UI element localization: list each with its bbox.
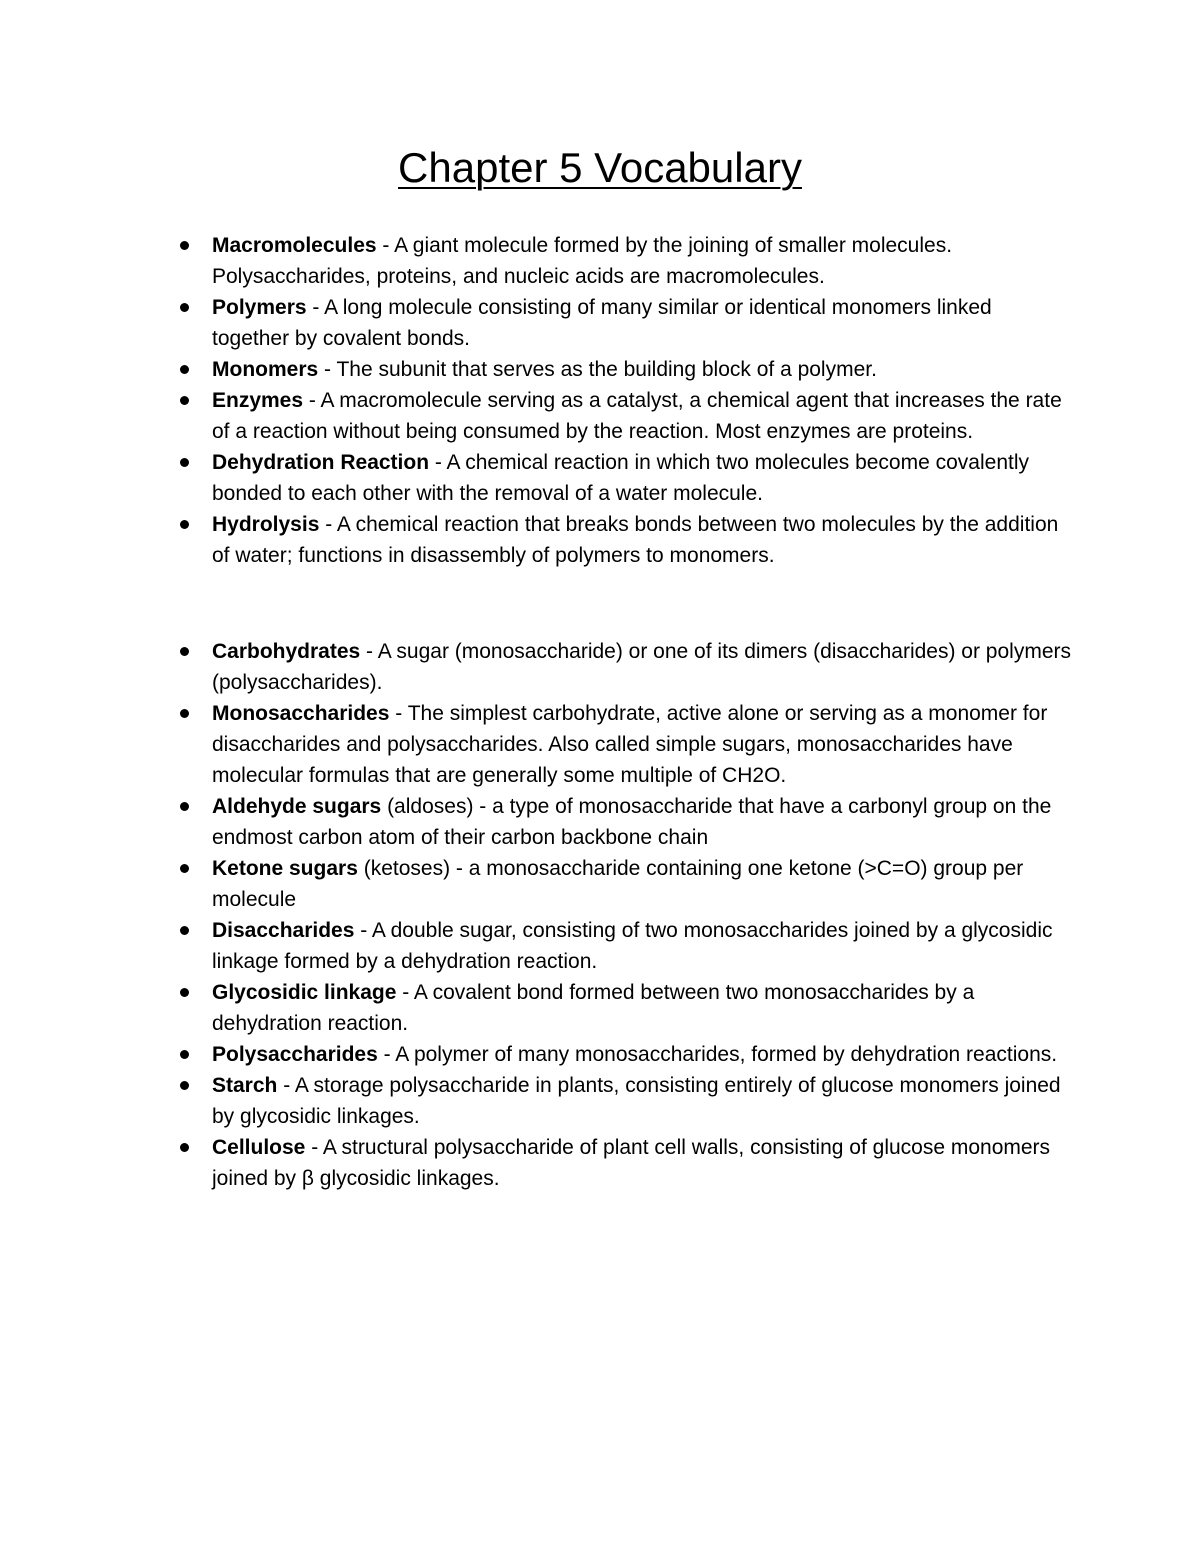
term: Monosaccharides xyxy=(212,702,390,725)
vocabulary-list-carbohydrates xyxy=(212,636,1072,1194)
term: Glycosidic linkage xyxy=(212,981,397,1004)
definition: - A long molecule consisting of many similar or identical monomers linked together by covalent bonds. xyxy=(212,296,992,350)
list-item xyxy=(212,354,1072,385)
definition: - A storage polysaccharide in plants, consisting entirely of glucose monomers joined by glycosidic linkages. xyxy=(212,1074,1061,1128)
list-item xyxy=(212,698,1072,791)
list-item xyxy=(212,1039,1072,1070)
list-item xyxy=(212,230,1072,292)
bullet-icon xyxy=(180,520,189,529)
bullet-icon xyxy=(180,396,189,405)
definition: - A sugar (monosaccharide) or one of its dimers (disaccharides) or polymers (polysaccharides). xyxy=(212,640,1071,694)
list-item xyxy=(212,447,1072,509)
list-item xyxy=(212,636,1072,698)
term: Cellulose xyxy=(212,1136,306,1159)
list-item xyxy=(212,853,1072,915)
term-qualifier: (aldoses) xyxy=(381,795,474,818)
bullet-icon xyxy=(180,1050,189,1059)
list-item xyxy=(212,791,1072,853)
definition: - A giant molecule formed by the joining of smaller molecules. Polysaccharides, proteins, and nucleic acids are macromolecules. xyxy=(212,234,953,288)
list-item xyxy=(212,292,1072,354)
term: Carbohydrates xyxy=(212,640,361,663)
definition: - The simplest carbohydrate, active alone or serving as a monomer for disaccharides and polysaccharides. Also called simple sugars, monosaccharides have molecular formulas that are generally some multiple of CH2O. xyxy=(212,702,1048,787)
bullet-icon xyxy=(180,926,189,935)
list-item xyxy=(212,977,1072,1039)
term: Disaccharides xyxy=(212,919,355,942)
bullet-icon xyxy=(180,1081,189,1090)
term-qualifier: (ketoses) xyxy=(357,857,451,880)
term: Enzymes xyxy=(212,389,304,412)
term: Polysaccharides xyxy=(212,1043,378,1066)
bullet-icon xyxy=(180,709,189,718)
bullet-icon xyxy=(180,241,189,250)
bullet-icon xyxy=(180,365,189,374)
definition: - A chemical reaction that breaks bonds between two molecules by the addition of water; functions in disassembly of polymers to monomers. xyxy=(212,513,1059,567)
term: Polymers xyxy=(212,296,307,319)
bullet-icon xyxy=(180,1143,189,1152)
definition: - a monosaccharide containing one ketone (>C=O) group per molecule xyxy=(212,857,1024,911)
definition: - A structural polysaccharide of plant cell walls, consisting of glucose monomers joined by β glycosidic linkages. xyxy=(212,1136,1051,1190)
list-item xyxy=(212,1070,1072,1132)
definition: - A covalent bond formed between two monosaccharides by a dehydration reaction. xyxy=(212,981,975,1035)
bullet-icon xyxy=(180,303,189,312)
bullet-icon xyxy=(180,647,189,656)
term: Hydrolysis xyxy=(212,513,320,536)
definition: - The subunit that serves as the building block of a polymer. xyxy=(318,358,877,381)
term: Ketone sugars xyxy=(212,857,358,880)
vocabulary-list-general xyxy=(212,230,1072,571)
list-item xyxy=(212,1132,1072,1194)
bullet-icon xyxy=(180,988,189,997)
list-item xyxy=(212,509,1072,571)
definition: - A macromolecule serving as a catalyst, a chemical agent that increases the rate of a reaction without being consumed by the reaction. Most enzymes are proteins. xyxy=(212,389,1062,443)
term: Aldehyde sugars xyxy=(212,795,382,818)
definition: - A double sugar, consisting of two monosaccharides joined by a glycosidic linkage formed by a dehydration reaction. xyxy=(212,919,1053,973)
term: Dehydration Reaction xyxy=(212,451,430,474)
term: Macromolecules xyxy=(212,234,377,257)
definition: - A chemical reaction in which two molecules become covalently bonded to each other with the removal of a water molecule. xyxy=(212,451,1029,505)
bullet-icon xyxy=(180,864,189,873)
list-item xyxy=(212,915,1072,977)
term: Starch xyxy=(212,1074,278,1097)
page-title: Chapter 5 Vocabulary xyxy=(398,144,802,191)
list-item xyxy=(212,385,1072,447)
bullet-icon xyxy=(180,458,189,467)
definition: - A polymer of many monosaccharides, formed by dehydration reactions. xyxy=(377,1043,1058,1066)
bullet-icon xyxy=(180,802,189,811)
term: Monomers xyxy=(212,358,319,381)
definition: - a type of monosaccharide that have a carbonyl group on the endmost carbon atom of their carbon backbone chain xyxy=(212,795,1052,849)
